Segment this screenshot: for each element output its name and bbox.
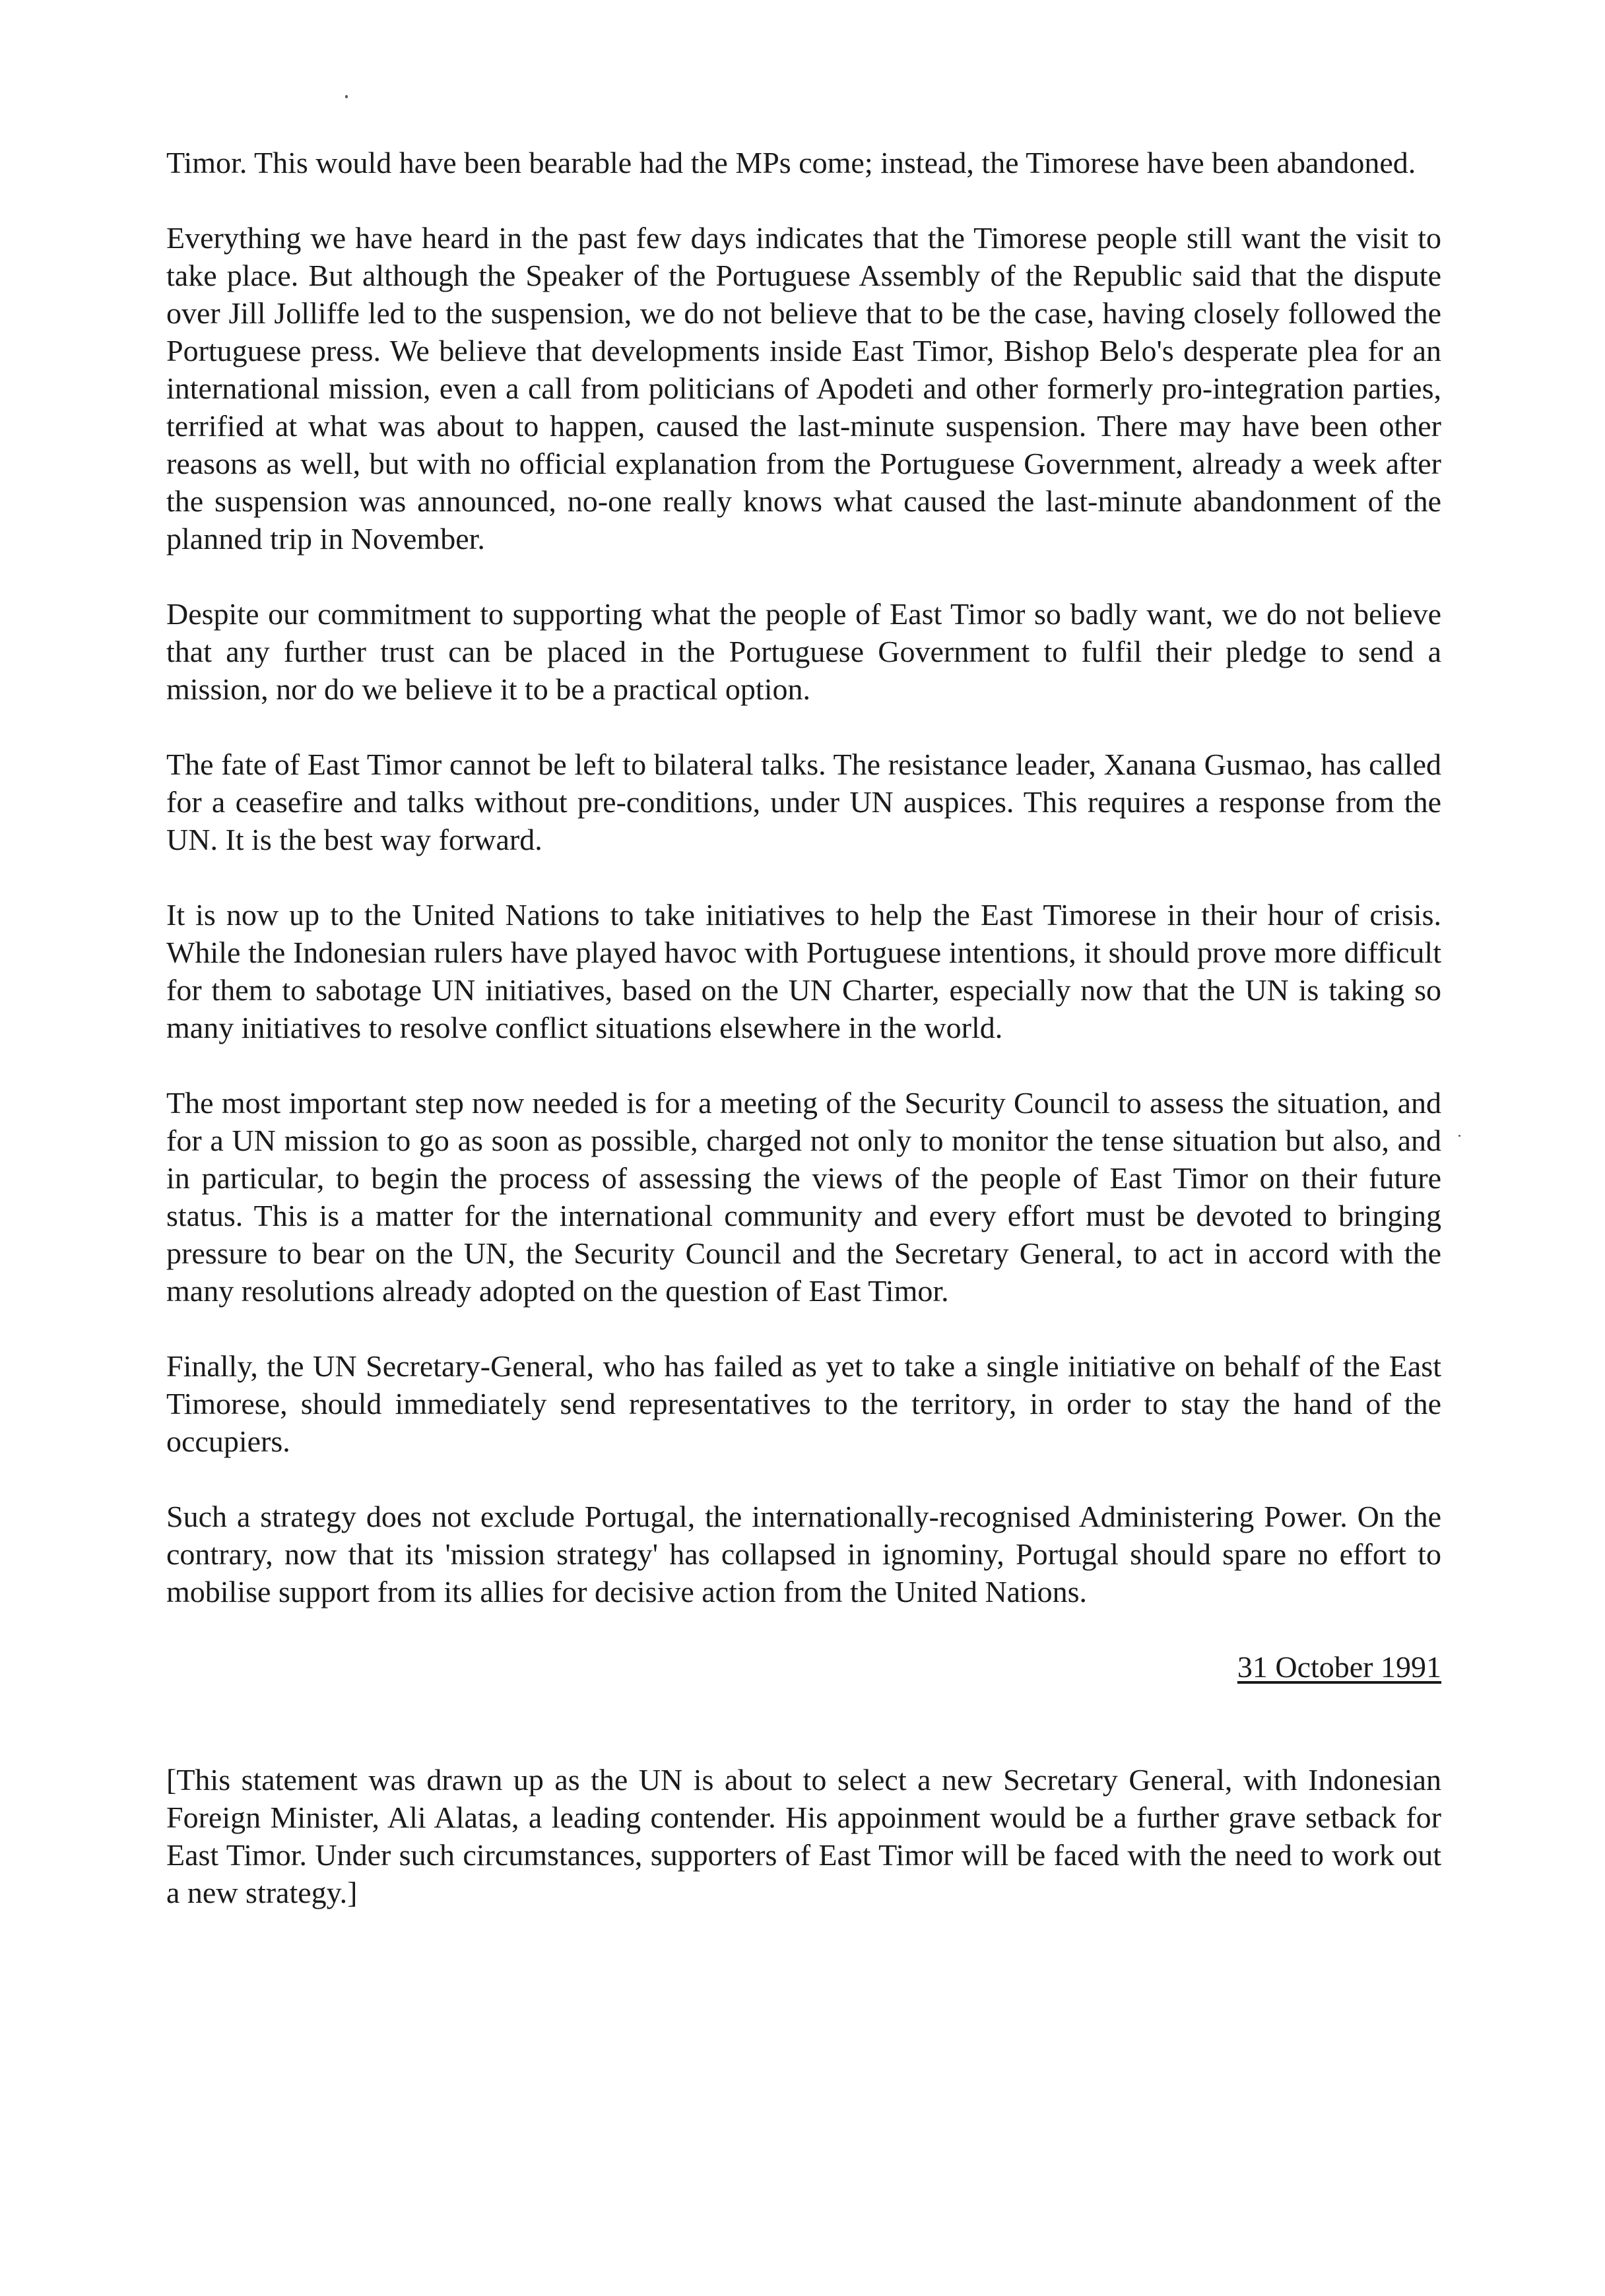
- paragraph: Timor. This would have been bearable had the MPs come; instead, the Timorese have been abandoned.: [166, 146, 1416, 179]
- editorial-note: [This statement was drawn up as the UN is about to select a new Secretary General, with Indonesian Foreign Minister, Ali Alatas, a leading contender. His appoinment would be a further grave setback for East Timor. Under such circumstances, supporters of East Timor will be faced with the need to work out a new strategy.]: [166, 1763, 1441, 1909]
- paragraph: The fate of East Timor cannot be left to bilateral talks. The resistance leader, Xanana Gusmao, has called for a ceasefire and talks without pre-conditions, under UN auspices. This requires a response from the UN. It is the best way forward.: [166, 748, 1441, 856]
- scan-speck: [345, 95, 348, 98]
- paragraph: Everything we have heard in the past few days indicates that the Timorese people still want the visit to take place. But although the Speaker of the Portuguese Assembly of the Republic said that the dispute over Jill Jolliffe led to the suspension, we do not believe that to be the case, having closely followed the Portuguese press. We believe that developments inside East Timor, Bishop Belo's desperate plea for an international mission, even a call from politicians of Apodeti and other formerly pro-integration parties, terrified at what was about to happen, caused the last-minute suspension. There may have been other reasons as well, but with no official explanation from the Portuguese Government, already a week after the suspension was announced, no-one really knows what caused the last-minute abandonment of the planned trip in November.: [166, 221, 1441, 556]
- paragraph: It is now up to the United Nations to take initiatives to help the East Timorese in their hour of crisis. While the Indonesian rulers have played havoc with Portuguese intentions, it should prove more difficult for them to sabotage UN initiatives, based on the UN Charter, especially now that the UN is taking so many initiatives to resolve conflict situations elsewhere in the world.: [166, 898, 1441, 1044]
- document-date: 31 October 1991: [1237, 1650, 1441, 1684]
- paragraph: Such a strategy does not exclude Portugal, the internationally-recognised Administering Power. On the contrary, now that its 'mission strategy' has collapsed in ignominy, Portugal should spare no effort to mobilise support from its allies for decisive action from the United Nations.: [166, 1500, 1441, 1609]
- paragraph: Despite our commitment to supporting what the people of East Timor so badly want, we do not believe that any further trust can be placed in the Portuguese Government to fulfil their pledge to send a mission, nor do we believe it to be a practical option.: [166, 597, 1441, 706]
- scan-speck: [1458, 1135, 1460, 1137]
- date-line: [166, 1648, 1441, 1686]
- paragraph: Finally, the UN Secretary-General, who has failed as yet to take a single initiative on behalf of the East Timorese, should immediately send representatives to the territory, in order to stay the hand of the occupiers.: [166, 1349, 1441, 1458]
- paragraph: The most important step now needed is for a meeting of the Security Council to assess the situation, and for a UN mission to go as soon as possible, charged not only to monitor the tense situation but also, and in particular, to begin the process of assessing the views of the people of East Timor on their future status. This is a matter for the international community and every effort must be devoted to bringing pressure to bear on the UN, the Security Council and the Secretary General, to act in accord with the many resolutions already adopted on the question of East Timor.: [166, 1086, 1441, 1308]
- document-body: [166, 144, 1441, 1949]
